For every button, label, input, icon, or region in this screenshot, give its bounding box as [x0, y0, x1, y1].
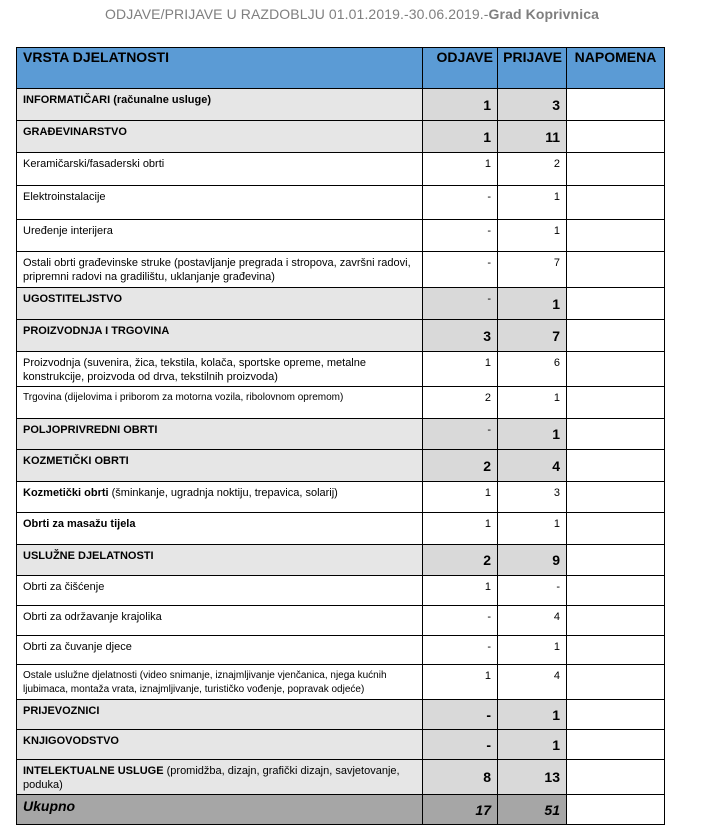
- total-prijave: 51: [498, 795, 567, 825]
- odjave-value: -: [423, 636, 498, 665]
- table-row: [17, 576, 665, 606]
- category-row: [17, 320, 665, 352]
- title-main: ODJAVE/PRIJAVE U RAZDOBLJU 01.01.2019.-30.06.2019.-: [105, 6, 489, 22]
- activity-name: Uređenje interijera: [17, 220, 423, 252]
- prijave-value: 2: [498, 153, 567, 186]
- odjave-value: 8: [423, 760, 498, 795]
- activity-name-bold: INTELEKTUALNE USLUGE: [23, 765, 164, 777]
- odjave-value: 2: [423, 450, 498, 482]
- prijave-value: 1: [498, 186, 567, 220]
- total-odjave: 17: [423, 795, 498, 825]
- napomena-cell: [567, 153, 665, 186]
- total-napomena: [567, 795, 665, 825]
- napomena-cell: [567, 252, 665, 288]
- napomena-cell: [567, 606, 665, 636]
- category-row: [17, 89, 665, 121]
- header-prijave: PRIJAVE: [498, 48, 567, 89]
- prijave-value: 1: [498, 220, 567, 252]
- activity-name: INFORMATIČARI (računalne usluge): [17, 89, 423, 121]
- table-row: [17, 352, 665, 387]
- napomena-cell: [567, 121, 665, 153]
- odjave-value: 1: [423, 665, 498, 700]
- table-row: [17, 153, 665, 186]
- category-row: [17, 545, 665, 576]
- data-table: [16, 47, 665, 825]
- odjave-value: 1: [423, 121, 498, 153]
- activity-name-detail: (šminkanje, ugradnja noktiju, trepavica, solarij): [108, 487, 338, 499]
- table-row: [17, 252, 665, 288]
- category-row: [17, 121, 665, 153]
- title-city: Grad Koprivnica: [488, 6, 599, 22]
- odjave-value: 1: [423, 482, 498, 513]
- napomena-cell: [567, 352, 665, 387]
- napomena-cell: [567, 513, 665, 545]
- prijave-value: 9: [498, 545, 567, 576]
- activity-name: PROIZVODNJA I TRGOVINA: [17, 320, 423, 352]
- table-row: [17, 186, 665, 220]
- prijave-value: 1: [498, 288, 567, 320]
- activity-name: KNJIGOVODSTVO: [17, 730, 423, 760]
- prijave-value: 4: [498, 450, 567, 482]
- odjave-value: -: [423, 606, 498, 636]
- prijave-value: 1: [498, 387, 567, 419]
- napomena-cell: [567, 387, 665, 419]
- napomena-cell: [567, 576, 665, 606]
- napomena-cell: [567, 665, 665, 700]
- prijave-value: 3: [498, 482, 567, 513]
- napomena-cell: [567, 186, 665, 220]
- odjave-value: -: [423, 419, 498, 450]
- table-row: [17, 636, 665, 665]
- prijave-value: 11: [498, 121, 567, 153]
- napomena-cell: [567, 545, 665, 576]
- activity-name: Proizvodnja (suvenira, žica, tekstila, kolača, sportske opreme, metalne konstrukcije, proizvoda od drva, tekstilnih proizvoda): [17, 352, 423, 387]
- activity-name: Obrti za čišćenje: [17, 576, 423, 606]
- table-row: [17, 220, 665, 252]
- activity-name: KOZMETIČKI OBRTI: [17, 450, 423, 482]
- category-row: [17, 288, 665, 320]
- odjave-value: 1: [423, 89, 498, 121]
- napomena-cell: [567, 760, 665, 795]
- activity-name: [17, 760, 423, 795]
- napomena-cell: [567, 320, 665, 352]
- prijave-value: 1: [498, 636, 567, 665]
- table-row: [17, 482, 665, 513]
- napomena-cell: [567, 730, 665, 760]
- odjave-value: -: [423, 252, 498, 288]
- napomena-cell: [567, 482, 665, 513]
- prijave-value: 3: [498, 89, 567, 121]
- odjave-value: -: [423, 730, 498, 760]
- odjave-value: 1: [423, 513, 498, 545]
- prijave-value: 4: [498, 665, 567, 700]
- activity-name: Elektroinstalacije: [17, 186, 423, 220]
- napomena-cell: [567, 89, 665, 121]
- category-row: [17, 730, 665, 760]
- prijave-value: 13: [498, 760, 567, 795]
- napomena-cell: [567, 220, 665, 252]
- odjave-value: -: [423, 186, 498, 220]
- prijave-value: 1: [498, 700, 567, 730]
- table-header: [17, 48, 665, 89]
- activity-name: [17, 513, 423, 545]
- napomena-cell: [567, 419, 665, 450]
- activity-name: Obrti za održavanje krajolika: [17, 606, 423, 636]
- header-odjave: ODJAVE: [423, 48, 498, 89]
- activity-name: Keramičarski/fasaderski obrti: [17, 153, 423, 186]
- category-row: [17, 700, 665, 730]
- activity-name: UGOSTITELJSTVO: [17, 288, 423, 320]
- odjave-value: 3: [423, 320, 498, 352]
- activity-name-bold: Kozmetički obrti: [23, 487, 109, 499]
- activity-name: Ostale uslužne djelatnosti (video snimanje, iznajmljivanje vjenčanica, njega kućnih ljubimaca, montaža vrata, iznajmljivanje, turističko vođenje, popravak odjeće): [17, 665, 423, 700]
- prijave-value: 1: [498, 730, 567, 760]
- activity-name: Trgovina (dijelovima i priborom za motorna vozila, ribolovnom opremom): [17, 387, 423, 419]
- prijave-value: 1: [498, 419, 567, 450]
- prijave-value: 7: [498, 320, 567, 352]
- header-vrsta: VRSTA DJELATNOSTI: [17, 48, 423, 89]
- odjave-value: -: [423, 288, 498, 320]
- table-row: [17, 606, 665, 636]
- prijave-value: -: [498, 576, 567, 606]
- napomena-cell: [567, 288, 665, 320]
- napomena-cell: [567, 450, 665, 482]
- odjave-value: 1: [423, 576, 498, 606]
- odjave-value: 1: [423, 153, 498, 186]
- activity-name: POLJOPRIVREDNI OBRTI: [17, 419, 423, 450]
- total-row: [17, 795, 665, 825]
- activity-name: PRIJEVOZNICI: [17, 700, 423, 730]
- odjave-value: -: [423, 700, 498, 730]
- activity-name-detail: (promidžba, dizajn, grafički dizajn, savjetovanje, poduka): [23, 765, 400, 791]
- napomena-cell: [567, 700, 665, 730]
- total-label: Ukupno: [17, 795, 423, 825]
- odjave-value: 1: [423, 352, 498, 387]
- activity-name: [17, 482, 423, 513]
- table-row: [17, 513, 665, 545]
- table-row: [17, 665, 665, 700]
- odjave-value: 2: [423, 545, 498, 576]
- odjave-value: -: [423, 220, 498, 252]
- category-row: [17, 760, 665, 795]
- prijave-value: 4: [498, 606, 567, 636]
- activity-name: GRAĐEVINARSTVO: [17, 121, 423, 153]
- table-row: [17, 387, 665, 419]
- prijave-value: 6: [498, 352, 567, 387]
- napomena-cell: [567, 636, 665, 665]
- page-title: [0, 6, 704, 22]
- activity-name-bold: Obrti za masažu tijela: [23, 518, 136, 530]
- activity-name: Obrti za čuvanje djece: [17, 636, 423, 665]
- category-row: [17, 450, 665, 482]
- prijave-value: 7: [498, 252, 567, 288]
- category-row: [17, 419, 665, 450]
- odjave-value: 2: [423, 387, 498, 419]
- header-napomena: NAPOMENA: [567, 48, 665, 89]
- activity-name: Ostali obrti građevinske struke (postavljanje pregrada i stropova, završni radovi, pripremni radovi na gradilištu, uklanjanje građevina): [17, 252, 423, 288]
- prijave-value: 1: [498, 513, 567, 545]
- activity-name: USLUŽNE DJELATNOSTI: [17, 545, 423, 576]
